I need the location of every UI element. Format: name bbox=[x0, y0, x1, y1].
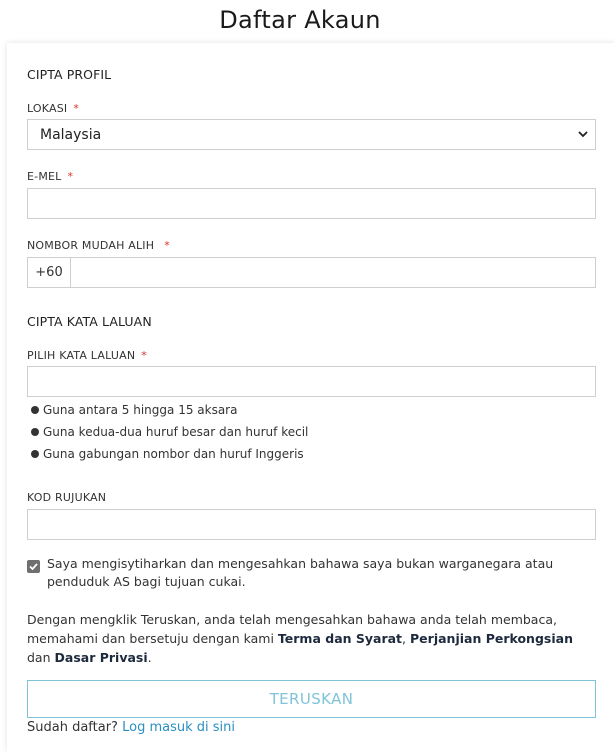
password-rule-text: Guna antara 5 hingga 15 aksara bbox=[43, 403, 238, 417]
location-label bbox=[27, 102, 79, 115]
terms-link[interactable]: Terma dan Syarat bbox=[277, 631, 403, 646]
registration-form bbox=[7, 43, 615, 752]
location-selected-value: Malaysia bbox=[40, 127, 102, 143]
location-select[interactable] bbox=[27, 119, 596, 150]
phone-label bbox=[27, 239, 170, 252]
password-section-title: CIPTA KATA LALUAN bbox=[27, 314, 152, 329]
page-title: Daftar Akaun bbox=[219, 6, 381, 34]
password-rule-text: Guna kedua-dua huruf besar dan huruf kecil bbox=[43, 425, 309, 439]
referral-code-field[interactable] bbox=[27, 509, 596, 540]
terms-prefix: Dengan mengklik Teruskan, anda telah mengesahkan bahawa anda telah membaca, memahami dan bersetuju dengan kami bbox=[27, 612, 557, 646]
bullet-icon bbox=[31, 428, 39, 436]
profile-section-title: CIPTA PROFIL bbox=[27, 67, 112, 82]
terms-end: . bbox=[147, 650, 152, 665]
terms-separator: dan bbox=[27, 650, 51, 665]
bullet-icon bbox=[31, 450, 39, 458]
location-label-text: LOKASI bbox=[27, 102, 68, 115]
password-rule bbox=[31, 403, 237, 417]
required-marker: * bbox=[141, 349, 147, 362]
phone-country-prefix: +60 bbox=[28, 258, 71, 287]
terms-notice bbox=[27, 610, 597, 667]
password-label bbox=[27, 349, 147, 362]
declaration-checkbox[interactable] bbox=[27, 560, 40, 573]
email-label-text: E-MEL bbox=[27, 170, 62, 183]
email-label bbox=[27, 170, 73, 183]
email-field[interactable] bbox=[27, 188, 596, 219]
partnership-agreement-link[interactable]: Perjanjian Perkongsian bbox=[410, 631, 573, 646]
chevron-down-icon bbox=[577, 128, 589, 140]
phone-field[interactable] bbox=[27, 257, 596, 288]
password-label-text: PILIH KATA LALUAN bbox=[27, 349, 136, 362]
password-field[interactable] bbox=[27, 366, 596, 397]
login-link[interactable]: Log masuk di sini bbox=[122, 720, 235, 735]
login-prompt-text: Sudah daftar? bbox=[27, 720, 118, 735]
terms-separator: , bbox=[402, 631, 407, 646]
password-rule bbox=[31, 425, 308, 439]
privacy-policy-link[interactable]: Dasar Privasi bbox=[54, 650, 148, 665]
password-rule-text: Guna gabungan nombor dan huruf Inggeris bbox=[43, 447, 304, 461]
required-marker: * bbox=[73, 102, 80, 115]
password-rule bbox=[31, 447, 304, 461]
required-marker: * bbox=[164, 239, 170, 252]
continue-button[interactable]: TERUSKAN bbox=[27, 680, 596, 718]
login-prompt bbox=[27, 720, 235, 735]
referral-label: KOD RUJUKAN bbox=[27, 491, 107, 504]
phone-label-text: NOMBOR MUDAH ALIH bbox=[27, 239, 155, 252]
required-marker: * bbox=[67, 170, 74, 183]
checkmark-icon bbox=[28, 561, 39, 572]
bullet-icon bbox=[31, 406, 39, 414]
declaration-text: Saya mengisytiharkan dan mengesahkan bahawa saya bukan warganegara atau penduduk AS bagi tujuan cukai. bbox=[47, 556, 554, 589]
